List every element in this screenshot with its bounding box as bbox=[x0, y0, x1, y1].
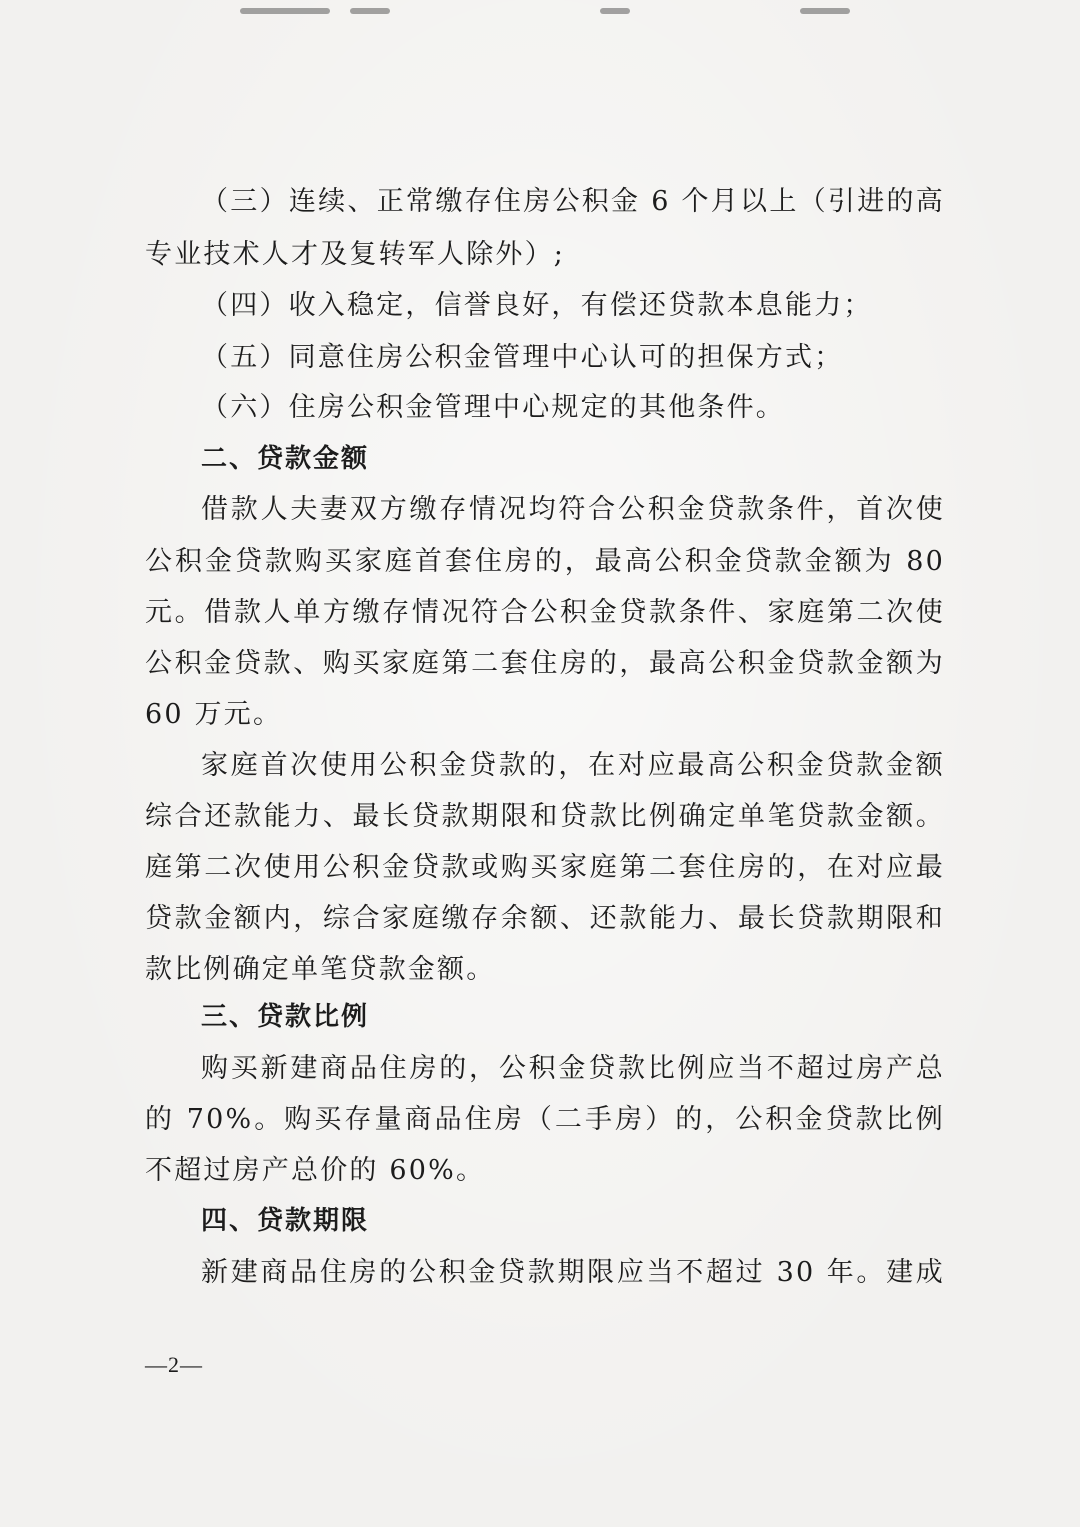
text-line: 贷款金额内，综合家庭缴存余额、还款能力、最长贷款期限和 bbox=[145, 903, 945, 934]
text-line: 新建商品住房的公积金贷款期限应当不超过 30 年。建成 bbox=[201, 1257, 945, 1288]
section-heading-loan-term: 四、贷款期限 bbox=[201, 1206, 370, 1236]
text-line: 元。借款人单方缴存情况符合公积金贷款条件、家庭第二次使 bbox=[145, 597, 945, 628]
top-edge-marks bbox=[240, 4, 880, 22]
text-line: 的 70%。购买存量商品住房（二手房）的，公积金贷款比例 bbox=[145, 1104, 945, 1135]
text-line: 款比例确定单笔贷款金额。 bbox=[145, 954, 496, 985]
text-line: 公积金贷款、购买家庭第二套住房的，最高公积金贷款金额为 bbox=[145, 648, 945, 679]
text-line: （四）收入稳定，信誉良好，有偿还贷款本息能力； bbox=[201, 290, 873, 321]
text-line: 专业技术人才及复转军人除外）; bbox=[145, 239, 566, 270]
text-line: 借款人夫妻双方缴存情况均符合公积金贷款条件，首次使 bbox=[201, 494, 945, 525]
text-line: 综合还款能力、最长贷款期限和贷款比例确定单笔贷款金额。 bbox=[145, 801, 945, 832]
text-line: 家庭首次使用公积金贷款的，在对应最高公积金贷款金额 bbox=[201, 750, 945, 781]
text-line: （三）连续、正常缴存住房公积金 6 个月以上（引进的高 bbox=[201, 186, 945, 217]
text-line: （五）同意住房公积金管理中心认可的担保方式； bbox=[201, 342, 844, 373]
text-line: 公积金贷款购买家庭首套住房的，最高公积金贷款金额为 80 bbox=[145, 546, 945, 577]
text-line: 60 万元。 bbox=[145, 699, 283, 730]
section-heading-loan-amount: 二、贷款金额 bbox=[201, 444, 370, 474]
text-line: （六）住房公积金管理中心规定的其他条件。 bbox=[201, 392, 785, 423]
page-number: —2— bbox=[145, 1352, 203, 1377]
text-line: 不超过房产总价的 60%。 bbox=[145, 1155, 486, 1186]
text-line: 庭第二次使用公积金贷款或购买家庭第二套住房的，在对应最 bbox=[145, 852, 945, 883]
section-heading-loan-ratio: 三、贷款比例 bbox=[201, 1002, 370, 1032]
text-line: 购买新建商品住房的，公积金贷款比例应当不超过房产总 bbox=[201, 1053, 945, 1084]
